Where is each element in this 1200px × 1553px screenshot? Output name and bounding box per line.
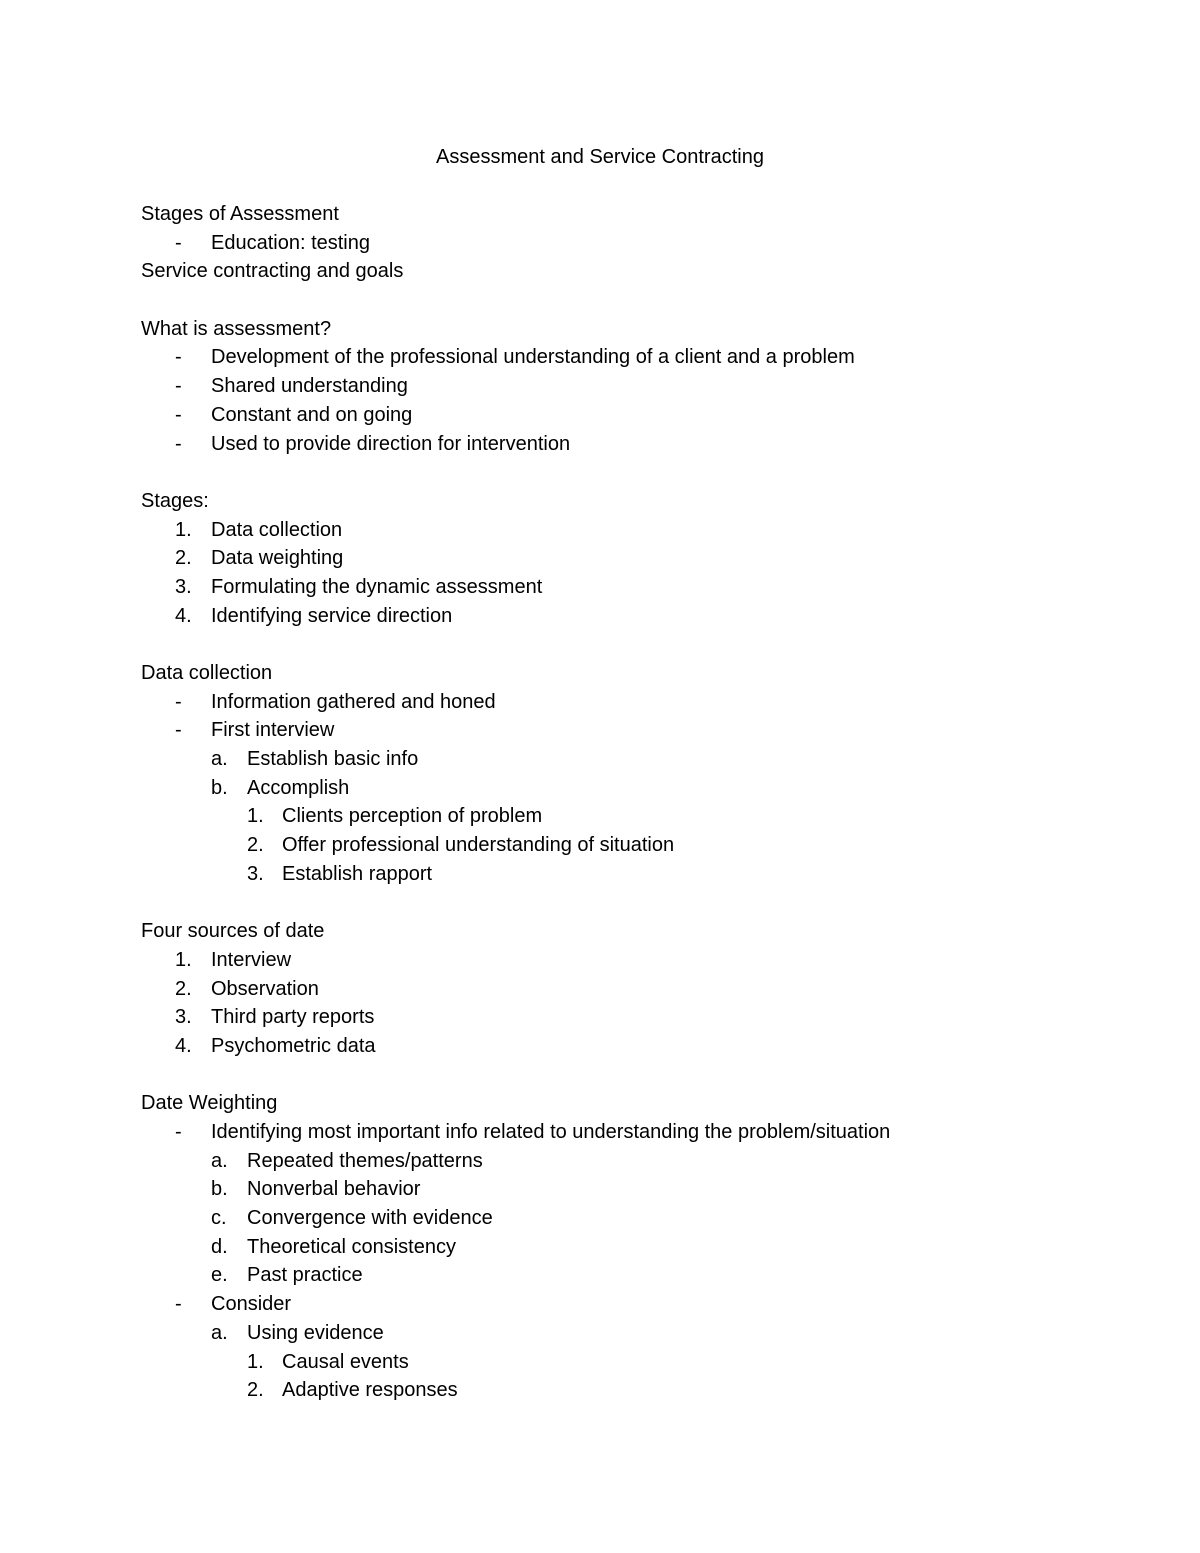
list-item-text: Observation	[211, 977, 319, 1000]
list-item-text: Information gathered and honed	[211, 690, 496, 713]
section-heading	[141, 1089, 1141, 1118]
list-marker: 4.	[175, 1034, 192, 1057]
section-heading	[141, 487, 1141, 516]
list-item	[141, 975, 1141, 1004]
section-heading-text: Service contracting and goals	[141, 260, 404, 283]
list-item	[141, 343, 1141, 372]
list-item-text: Clients perception of problem	[282, 805, 543, 828]
list-item-text: Formulating the dynamic assessment	[211, 575, 543, 598]
section-heading	[141, 917, 1141, 946]
blank-line	[141, 889, 1141, 918]
list-marker: 4.	[175, 604, 192, 627]
list-item	[141, 1376, 1141, 1405]
blank-line	[141, 286, 1141, 315]
list-item-text: Convergence with evidence	[247, 1207, 493, 1230]
list-item	[141, 1233, 1141, 1262]
list-item-text: Constant and on going	[211, 403, 413, 426]
list-item	[141, 1261, 1141, 1290]
list-marker: 1.	[175, 518, 192, 541]
list-item	[141, 946, 1141, 975]
list-item-text: Accomplish	[247, 776, 350, 799]
section-heading-text: Data collection	[141, 662, 273, 684]
list-item	[141, 716, 1141, 745]
list-item	[141, 774, 1141, 803]
section-heading-text: Stages of Assessment	[141, 203, 339, 225]
blank-line	[141, 458, 1141, 487]
section-heading	[141, 315, 1141, 344]
list-item-text: First interview	[211, 719, 335, 742]
list-item-text: Establish basic info	[247, 748, 419, 771]
blank-line	[141, 630, 1141, 659]
list-item-text: Data weighting	[211, 547, 344, 570]
list-item	[141, 1319, 1141, 1348]
list-item	[141, 602, 1141, 631]
list-item-text: Past practice	[247, 1264, 363, 1287]
section-heading	[141, 200, 1141, 229]
list-marker: -	[175, 719, 182, 742]
list-item-text: Offer professional understanding of situation	[282, 834, 675, 857]
list-marker: a.	[211, 748, 228, 771]
list-marker: 3.	[247, 862, 264, 885]
list-item	[141, 1175, 1141, 1204]
section-heading	[141, 257, 1141, 286]
document-title: Assessment and Service Contracting	[436, 146, 764, 168]
list-marker: -	[175, 432, 182, 455]
list-item	[141, 860, 1141, 889]
list-item-text: Nonverbal behavior	[247, 1178, 421, 1201]
list-item-text: Consider	[211, 1293, 292, 1316]
list-item	[141, 1204, 1141, 1233]
list-item	[141, 1003, 1141, 1032]
list-item-text: Data collection	[211, 518, 343, 541]
section-heading-text: Stages:	[141, 489, 209, 512]
list-item-text: Using evidence	[247, 1321, 384, 1344]
list-item	[141, 544, 1141, 573]
list-item-text: Repeated themes/patterns	[247, 1149, 483, 1172]
list-marker: 3.	[175, 1006, 192, 1029]
list-item	[141, 401, 1141, 430]
list-item	[141, 1032, 1141, 1061]
list-item	[141, 573, 1141, 602]
list-marker: 3.	[175, 575, 192, 598]
list-item	[141, 229, 1141, 258]
list-marker: -	[175, 231, 182, 254]
list-item	[141, 1147, 1141, 1176]
list-marker: -	[175, 690, 182, 713]
list-marker: b.	[211, 1178, 228, 1201]
list-marker: -	[175, 375, 182, 398]
list-item-text: Development of the professional understanding of a client and a problem	[211, 346, 855, 369]
list-marker: 1.	[247, 805, 264, 828]
list-item	[141, 831, 1141, 860]
list-item	[141, 802, 1141, 831]
list-item-text: Shared understanding	[211, 375, 408, 398]
list-marker: 1.	[175, 948, 192, 971]
list-item-text: Establish rapport	[282, 862, 433, 885]
list-marker: 1.	[247, 1350, 264, 1373]
list-item	[141, 516, 1141, 545]
list-marker: a.	[211, 1149, 228, 1172]
list-item	[141, 688, 1141, 717]
list-marker: 2.	[175, 547, 192, 570]
list-marker: c.	[211, 1207, 227, 1230]
list-item-text: Third party reports	[211, 1006, 375, 1029]
blank-line	[141, 1061, 1141, 1090]
list-marker: -	[175, 346, 182, 369]
list-item	[141, 372, 1141, 401]
section-heading-text: Four sources of date	[141, 920, 325, 943]
section-heading	[141, 659, 1141, 688]
list-marker: -	[175, 403, 182, 426]
document-body	[141, 200, 1141, 1405]
list-item-text: Identifying most important info related to understanding the problem/situation	[211, 1121, 891, 1143]
list-item	[141, 1118, 1141, 1147]
list-marker: e.	[211, 1264, 228, 1287]
list-marker: b.	[211, 776, 228, 799]
list-marker: 2.	[175, 977, 192, 1000]
list-item-text: Education: testing	[211, 231, 370, 254]
section-heading-text: Date Weighting	[141, 1092, 278, 1115]
list-item-text: Interview	[211, 948, 292, 971]
list-marker: d.	[211, 1235, 228, 1258]
list-item	[141, 1348, 1141, 1377]
list-item-text: Causal events	[282, 1350, 409, 1373]
list-marker: 2.	[247, 834, 264, 857]
list-item	[141, 745, 1141, 774]
list-item-text: Adaptive responses	[282, 1379, 458, 1402]
list-marker: 2.	[247, 1379, 264, 1402]
list-marker: -	[175, 1121, 182, 1143]
list-item-text: Used to provide direction for intervention	[211, 432, 571, 455]
section-heading-text: What is assessment?	[141, 317, 332, 340]
list-item	[141, 1290, 1141, 1319]
list-item-text: Theoretical consistency	[247, 1235, 456, 1258]
list-marker: a.	[211, 1321, 228, 1344]
list-item-text: Identifying service direction	[211, 604, 453, 627]
list-marker: -	[175, 1293, 182, 1316]
list-item	[141, 430, 1141, 459]
list-item-text: Psychometric data	[211, 1034, 376, 1057]
